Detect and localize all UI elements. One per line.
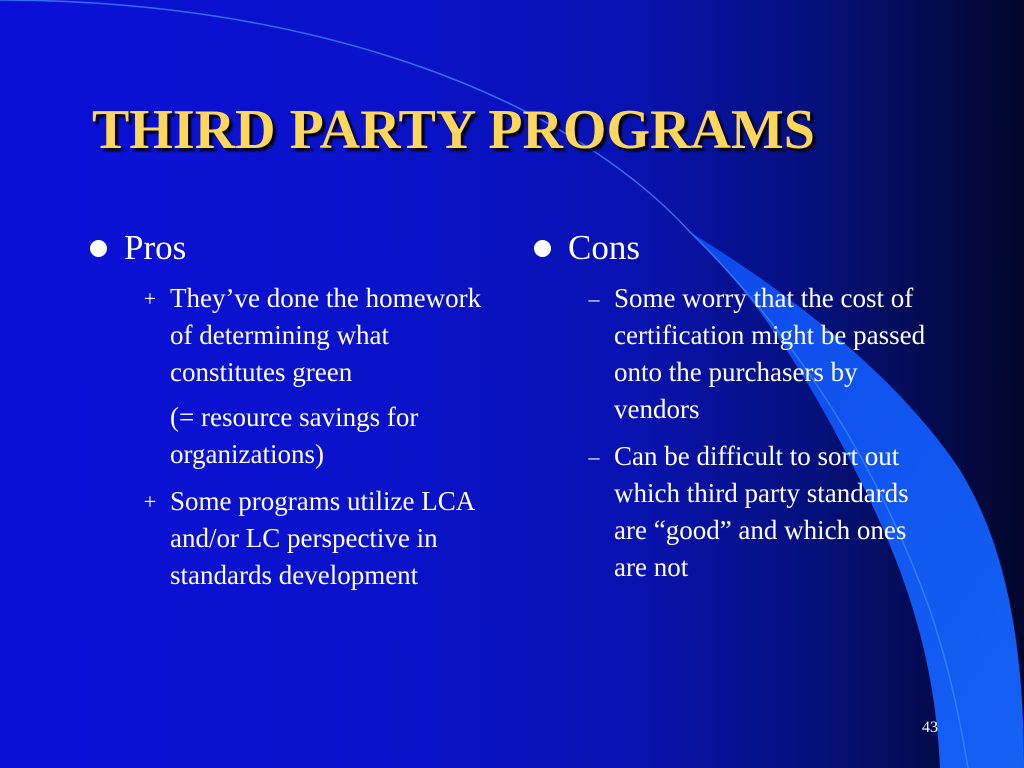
- cons-column: [532, 226, 932, 586]
- bullet-dot-icon: [534, 240, 551, 257]
- pros-heading: [88, 226, 488, 270]
- pros-item: [88, 483, 488, 594]
- cons-item-text: Some worry that the cost of certification might be passed onto the purchasers by vendors: [614, 283, 926, 424]
- pros-item-continuation: (= resource savings for organizations): [170, 402, 419, 469]
- pros-item-text: They’ve done the homework of determining what constitutes green: [170, 283, 482, 387]
- pros-item-text: Some programs utilize LCA and/or LC perspective in standards development: [170, 486, 474, 590]
- bullet-dot-icon: [90, 240, 107, 257]
- pros-item: [88, 280, 488, 391]
- slide-title: THIRD PARTY PROGRAMS: [92, 99, 815, 161]
- cons-item: [532, 280, 932, 428]
- plus-marker-icon: +: [143, 286, 157, 311]
- cons-label: Cons: [568, 228, 640, 267]
- cons-heading: [532, 226, 932, 270]
- cons-item: [532, 438, 932, 586]
- page-number: 43: [922, 719, 938, 736]
- pros-label: Pros: [124, 228, 187, 267]
- cons-item-text: Can be difficult to sort out which third party standards are “good” and which ones are not: [614, 441, 909, 582]
- pros-column: [88, 226, 488, 594]
- dash-marker-icon: –: [588, 286, 600, 311]
- plus-marker-icon: +: [143, 489, 157, 514]
- dash-marker-icon: –: [588, 444, 600, 469]
